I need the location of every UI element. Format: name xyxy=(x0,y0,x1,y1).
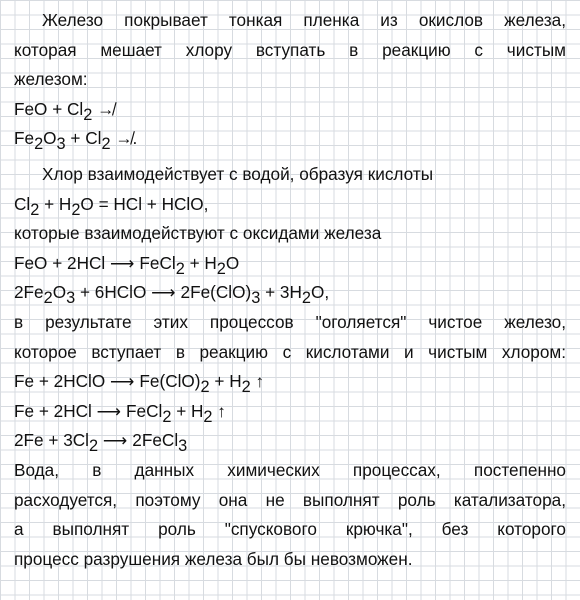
formula-text: ↛ xyxy=(92,98,115,119)
chlorine-water-paragraph xyxy=(14,160,566,249)
subscript: 2 xyxy=(301,289,311,308)
subscript: 2 xyxy=(71,200,81,219)
subscript: 2 xyxy=(83,105,93,124)
subscript: 3 xyxy=(56,135,66,154)
formula-text: + 6HClO ⟶ 2Fe(ClO) xyxy=(75,282,252,303)
paragraph-line: а выполнят роль "спускового крючка", без которого xyxy=(14,519,566,540)
reaction-fe-cl2 xyxy=(14,426,566,456)
formula-text: FeO + Cl xyxy=(14,98,84,119)
formula-text: ↑ xyxy=(212,400,226,421)
reaction-fe-hcl xyxy=(14,397,566,427)
formula-text: ↑ xyxy=(250,371,265,392)
formula-text: ↛. xyxy=(110,128,138,149)
formula-text: O xyxy=(43,128,57,149)
paragraph-line: которые взаимодействуют с оксидами железа xyxy=(14,223,382,244)
formula-text: O = HCl + HClO, xyxy=(80,193,209,214)
subscript: 2 xyxy=(101,135,111,154)
subscript: 2 xyxy=(175,259,185,278)
subscript: 2 xyxy=(162,407,172,426)
formula-text: 2Fe xyxy=(14,282,44,303)
paragraph-line: которое вступает в реакцию с кислотами и чистым хлором: xyxy=(14,341,566,362)
subscript: 2 xyxy=(34,135,44,154)
formula-text: + H xyxy=(171,400,204,421)
paragraph-line: процесс разрушения железа был бы невозможен. xyxy=(14,548,413,569)
formula-text: Fe + 2HCl ⟶ FeCl xyxy=(14,400,163,421)
formula-text: O xyxy=(225,252,240,273)
reaction-group-no-reaction xyxy=(14,95,566,154)
subscript: 3 xyxy=(178,437,188,456)
subscript: 2 xyxy=(89,437,99,456)
subscript: 2 xyxy=(203,407,213,426)
subscript: 2 xyxy=(30,200,40,219)
formula-text: O, xyxy=(310,282,330,303)
intro-line: железом: xyxy=(14,69,88,90)
formula-text: + H xyxy=(39,193,72,214)
formula-text: 2Fe + 3Cl xyxy=(14,430,89,451)
subscript: 2 xyxy=(43,289,53,308)
formula-text: + 3H xyxy=(260,282,302,303)
reaction-feo-cl2 xyxy=(14,95,566,125)
reaction-fe-hclo xyxy=(14,367,566,397)
formula-text: Fe xyxy=(14,128,35,149)
paragraph-line: в результате этих процессов "оголяется" чистое железо, xyxy=(14,311,566,332)
result-paragraph xyxy=(14,308,566,367)
formula-text: ⟶ 2FeCl xyxy=(98,430,179,451)
formula-text: O xyxy=(52,282,67,303)
intro-line: которая мешает хлору вступать в реакцию с чистым xyxy=(14,39,566,60)
intro-paragraph xyxy=(14,6,566,95)
paragraph-line: Хлор взаимодействует с водой, образуя кислоты xyxy=(42,163,434,184)
reaction-group-pure-iron xyxy=(14,367,566,456)
reaction-cl2-water xyxy=(14,190,566,220)
paragraph-line: расходуется, поэтому она не выполнят роль катализатора, xyxy=(14,489,566,510)
formula-text: Cl xyxy=(14,193,31,214)
subscript: 2 xyxy=(200,378,210,397)
subscript: 3 xyxy=(251,289,261,308)
reaction-fe2o3-hclo xyxy=(14,278,566,308)
formula-text: + H xyxy=(184,252,217,273)
subscript: 2 xyxy=(216,259,226,278)
reaction-fe2o3-cl2 xyxy=(14,124,566,154)
formula-text: FeO + 2HCl ⟶ FeCl xyxy=(14,252,176,273)
paragraph-line: Вода, в данных химических процессах, постепенно xyxy=(14,459,566,480)
conclusion-paragraph xyxy=(14,456,566,574)
subscript: 2 xyxy=(241,378,251,397)
formula-text: Fe + 2HClO ⟶ Fe(ClO) xyxy=(14,371,201,392)
reaction-feo-hcl xyxy=(14,249,566,279)
formula-text: + Cl xyxy=(65,128,102,149)
subscript: 3 xyxy=(66,289,76,308)
formula-text: + H xyxy=(209,371,242,392)
reaction-group-oxides xyxy=(14,249,566,308)
intro-line: Железо покрывает тонкая пленка из окислов железа, xyxy=(42,10,566,30)
